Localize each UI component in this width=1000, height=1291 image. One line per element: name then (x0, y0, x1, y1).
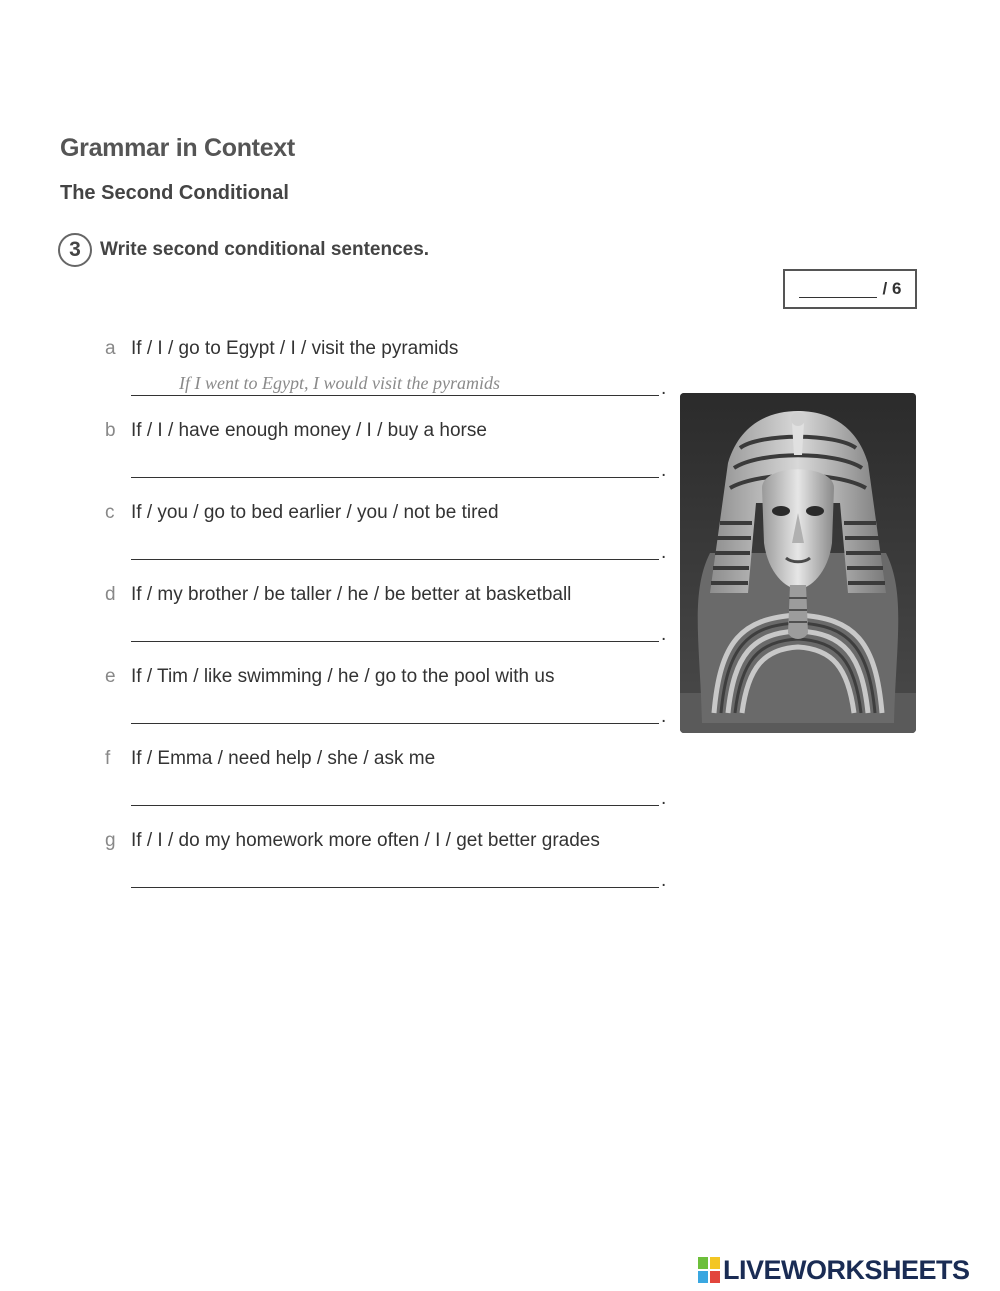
item-prompt: If / I / go to Egypt / I / visit the pyramids (131, 338, 459, 359)
liveworksheets-logo-icon (698, 1257, 720, 1283)
item-prompt: If / you / go to bed earlier / you / not be tired (131, 502, 499, 523)
line-period: . (661, 788, 667, 809)
page-title: Grammar in Context (60, 134, 295, 162)
line-period: . (661, 378, 667, 399)
item-letter: d (105, 584, 116, 605)
exercise-number-badge: 3 (58, 233, 92, 267)
page-subtitle: The Second Conditional (60, 182, 289, 204)
line-period: . (661, 542, 667, 563)
item-prompt: If / I / do my homework more often / I / get better grades (131, 830, 600, 851)
exercise-item (105, 664, 675, 746)
exercise-item (105, 746, 675, 828)
score-total: / 6 (882, 279, 902, 298)
line-period: . (661, 870, 667, 891)
item-letter: c (105, 502, 115, 523)
line-period: . (661, 706, 667, 727)
score-box (783, 269, 917, 309)
example-answer: If I went to Egypt, I would visit the pyramids (179, 373, 500, 393)
item-prompt: If / Emma / need help / she / ask me (131, 748, 436, 769)
item-prompt: If / I / have enough money / I / buy a horse (131, 420, 487, 441)
exercise-items (105, 336, 675, 910)
pharaoh-mask-photo (680, 393, 916, 733)
answer-field[interactable] (131, 535, 659, 560)
answer-field[interactable] (131, 781, 659, 806)
exercise-item (105, 828, 675, 910)
item-letter: f (105, 748, 111, 769)
exercise-item (105, 336, 675, 418)
item-letter: g (105, 830, 116, 851)
line-period: . (661, 460, 667, 481)
score-input-blank[interactable] (799, 281, 877, 298)
answer-field[interactable] (131, 863, 659, 888)
item-letter: a (105, 338, 116, 359)
liveworksheets-logo (698, 1254, 970, 1286)
exercise-instruction: Write second conditional sentences. (100, 239, 430, 260)
exercise-item (105, 418, 675, 500)
exercise-item (105, 500, 675, 582)
exercise-item (105, 582, 675, 664)
item-letter: b (105, 420, 116, 441)
item-prompt: If / my brother / be taller / he / be better at basketball (131, 584, 572, 605)
logo-text: LIVEWORKSHEETS (723, 1254, 970, 1285)
answer-field[interactable] (131, 617, 659, 642)
item-prompt: If / Tim / like swimming / he / go to the pool with us (131, 666, 555, 687)
answer-field[interactable] (131, 371, 659, 396)
exercise-header (58, 230, 429, 270)
line-period: . (661, 624, 667, 645)
answer-field[interactable] (131, 699, 659, 724)
item-letter: e (105, 666, 116, 687)
answer-field[interactable] (131, 453, 659, 478)
